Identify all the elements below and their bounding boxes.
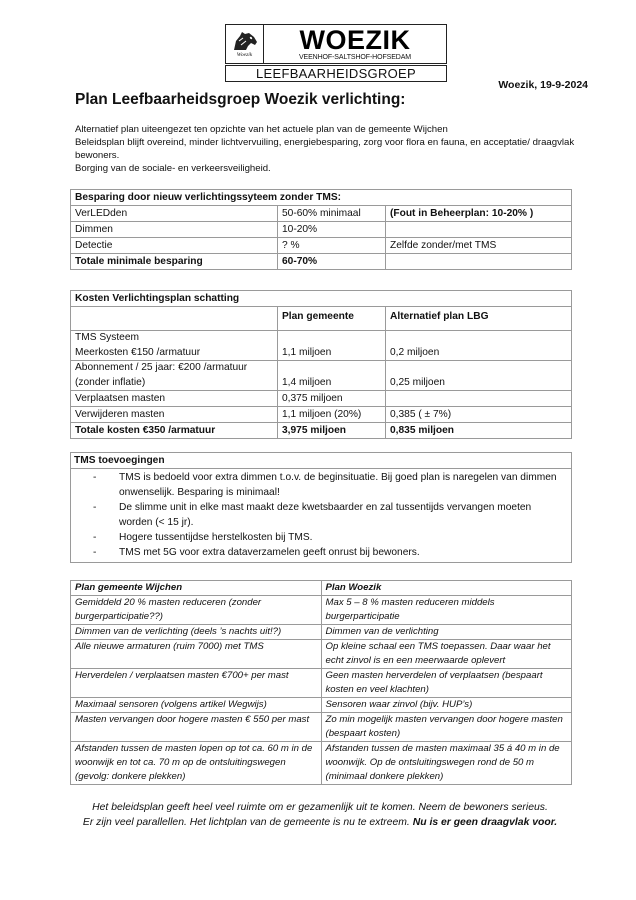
tms-additions-box [70,452,572,563]
table-row [71,391,572,407]
table-cell: 0,385 ( ± 7%) [386,407,572,423]
table-cell: Detectie [71,238,278,254]
column-header [71,307,278,331]
table-row [71,407,572,423]
cell-line: Abonnement / 25 jaar: €200 /armatuur [75,362,248,373]
table-row [71,742,572,785]
table-cell: Geen masten herverdelen of verplaatsen (bespaart kosten en veel klachten) [321,669,572,698]
table-header-row [71,307,572,331]
table-cell: Sensoren waar zinvol (bijv. HUP’s) [321,698,572,713]
table-cell: ? % [278,238,386,254]
dash-bullet: - [93,547,97,558]
table-row [71,640,572,669]
logo-wordmark [264,25,446,63]
table-cell: Afstanden tussen de masten maximaal 35 á 40 m in de woonwijk. Op de ontsluitingswegen rond de 50 m (minimaal donkere plekken) [321,742,572,785]
table-cell: Totale minimale besparing [71,254,278,270]
cost-table [70,290,572,439]
dash-bullet: - [93,502,97,513]
list-item [71,470,571,500]
closing-line [60,815,580,830]
intro-line: Alternatief plan uiteengezet ten opzichte van het actuele plan van de gemeente Wijchen [75,124,448,135]
column-header: Plan Woezik [321,581,572,596]
table-cell [71,331,278,361]
logo [225,24,447,82]
cost-table-title: Kosten Verlichtingsplan schatting [71,291,572,307]
cell-line: TMS Systeem [75,332,139,343]
savings-table [70,189,572,270]
intro-line: Beleidsplan blijft overeind, minder lichtvervuiling, energiebesparing, zorg voor flora en fauna, en acceptatie/ draagvlak bewoners. [75,137,575,161]
table-cell: Afstanden tussen de masten lopen op tot ca. 60 m in de woonwijk en tot ca. 70 m op de ontsluitingswegen (gevolg: donkere plekken) [71,742,322,785]
logo-emblem [226,25,264,63]
savings-table-title: Besparing door nieuw verlichtingssyteem zonder TMS: [71,190,572,206]
table-cell: Totale kosten €350 /armatuur [71,423,278,439]
dash-bullet: - [93,472,97,483]
table-cell: Zo min mogelijk masten vervangen door hogere masten (bespaart kosten) [321,713,572,742]
table-cell: 0,25 miljoen [386,361,572,391]
horse-head-icon [230,29,260,53]
table-cell: 3,975 miljoen [278,423,386,439]
table-cell [386,391,572,407]
list-item [71,545,571,560]
table-cell [386,222,572,238]
table-cell: VerLEDden [71,206,278,222]
table-cell: Masten vervangen door hogere masten € 550 per mast [71,713,322,742]
table-cell: Dimmen [71,222,278,238]
list-item-text: Hogere tussentijdse herstelkosten bij TMS. [119,532,313,543]
table-cell: Zelfde zonder/met TMS [386,238,572,254]
table-cell: 50-60% minimaal [278,206,386,222]
table-row [71,222,572,238]
table-title-row [71,291,572,307]
closing-emphasis: Nu is er geen draagvlak voor. [412,817,558,828]
list-item [71,530,571,545]
column-header: Alternatief plan LBG [386,307,572,331]
dash-bullet: - [93,532,97,543]
table-cell: Dimmen van de verlichting (deels ’s nachts uit!?) [71,625,322,640]
table-row [71,331,572,361]
table-row [71,713,572,742]
list-item-text: TMS met 5G voor extra dataverzamelen geeft onrust bij bewoners. [119,547,420,558]
table-row [71,596,572,625]
comparison-table [70,580,572,785]
table-header-row [71,581,572,596]
table-cell [386,254,572,270]
logo-group: LEEFBAARHEIDSGROEP [225,65,447,82]
table-cell: Verwijderen masten [71,407,278,423]
table-cell: Dimmen van de verlichting [321,625,572,640]
table-cell: Maximaal sensoren (volgens artikel Wegwijs) [71,698,322,713]
list-item-text: De slimme unit in elke mast maakt deze kwetsbaarder en zal tussentijds vervangen moeten worden (< 15 jr). [119,502,532,528]
table-total-row [71,254,572,270]
page-title: Plan Leefbaarheidsgroep Woezik verlichting: [75,91,406,108]
table-total-row [71,423,572,439]
table-row [71,238,572,254]
table-cell: Alle nieuwe armaturen (ruim 7000) met TMS [71,640,322,669]
list-item-text: TMS is bedoeld voor extra dimmen t.o.v. de beginsituatie. Bij goed plan is naregelen van dimmen onwenselijk. Besparing is minimaal! [119,472,557,498]
table-cell: Max 5 – 8 % masten reduceren middels burgerparticipatie [321,596,572,625]
table-header-row [71,190,572,206]
cell-line: Meerkosten €150 /armatuur [75,346,201,358]
table-row [71,698,572,713]
logo-subtitle: VEENHOF-SALTSHOF-HOFSEDAM [298,53,412,61]
table-cell [71,361,278,391]
table-row [71,206,572,222]
intro-text [75,123,575,175]
table-cell: Verplaatsen masten [71,391,278,407]
table-cell: 1,1 miljoen (20%) [278,407,386,423]
table-cell: 0,2 miljoen [386,331,572,361]
table-cell: (Fout in Beheerplan: 10-20% ) [386,206,572,222]
table-cell: Op kleine schaal een TMS toepassen. Daar waar het echt zinvol is en een meerwaarde oplevert [321,640,572,669]
table-row [71,361,572,391]
intro-line: Borging van de sociale- en verkeersveiligheid. [75,163,271,174]
table-cell: Gemiddeld 20 % masten reduceren (zonder burgerparticipatie??) [71,596,322,625]
list-item [71,500,571,530]
table-cell: Herverdelen / verplaatsen masten €700+ per mast [71,669,322,698]
closing-text: Er zijn veel parallellen. Het lichtplan van de gemeente is nu te extreem. [82,817,410,828]
logo-top [225,24,447,64]
document-date: Woezik, 19-9-2024 [498,79,588,91]
closing-line: Het beleidsplan geeft heel veel ruimte om er gezamenlijk uit te komen. Neem de bewoners serieus. [92,802,548,813]
logo-emblem-label: Woezik [236,52,253,59]
table-cell: 0,835 miljoen [386,423,572,439]
table-row [71,625,572,640]
closing-statement [60,800,580,830]
cell-line: (zonder inflatie) [75,376,146,388]
column-header: Plan gemeente Wijchen [71,581,322,596]
table-cell: 60-70% [278,254,386,270]
table-cell: 1,1 miljoen [278,331,386,361]
logo-name: WOEZIK [299,24,411,55]
tms-additions-list [71,469,571,562]
table-cell: 10-20% [278,222,386,238]
table-cell: 1,4 miljoen [278,361,386,391]
tms-additions-title: TMS toevoegingen [71,453,571,469]
table-cell: 0,375 miljoen [278,391,386,407]
column-header: Plan gemeente [278,307,386,331]
table-row [71,669,572,698]
